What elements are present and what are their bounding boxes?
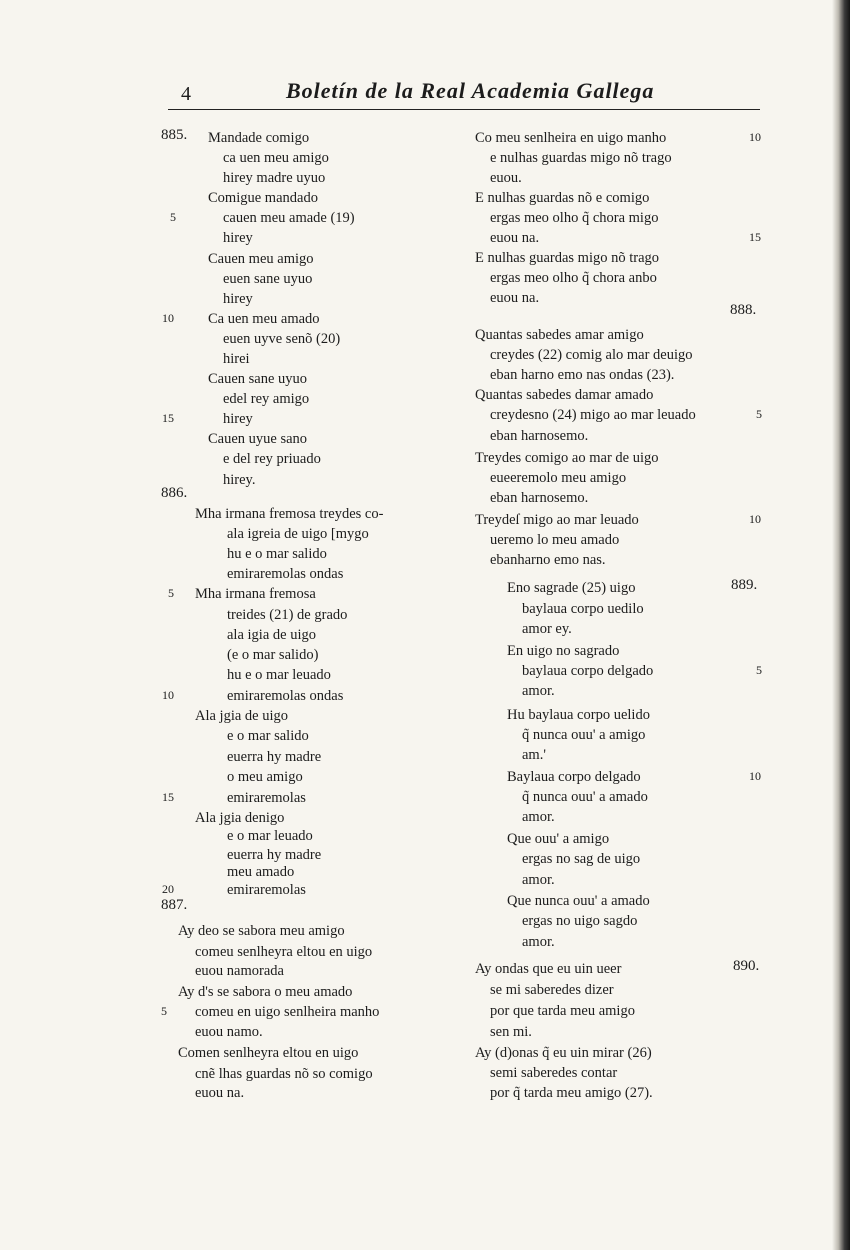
verse-line: hu e o mar salido: [227, 546, 327, 562]
verse-line: amor.: [522, 683, 555, 699]
line-number: 5: [168, 586, 174, 600]
verse-line: Cauen uyue sano: [208, 431, 308, 447]
verse-line: euerra hy madre: [227, 847, 322, 863]
verse-line: ergas meo olho q̃ chora migo: [490, 210, 659, 226]
line-number: 15: [749, 230, 761, 244]
verse-line: emiraremolas: [227, 882, 306, 898]
poem-number: 886.: [161, 485, 188, 501]
page-number: 4: [181, 83, 191, 105]
verse-line: euou namorada: [195, 963, 284, 979]
verse-line: hirey: [223, 411, 253, 427]
verse-line: baylaua corpo delgado: [522, 663, 654, 679]
verse-line: Que ouu' a amigo: [507, 831, 610, 847]
verse-line: euou na.: [490, 230, 540, 246]
verse-line: euou namo.: [195, 1024, 263, 1040]
verse-line: Baylaua corpo delgado: [507, 769, 641, 785]
verse-line: amor ey.: [522, 621, 572, 637]
verse-line: Comen senlheyra eltou en uigo: [178, 1045, 359, 1061]
verse-line: Mha irmana fremosa treydes co-: [195, 506, 384, 522]
verse-line: por q̃ tarda meu amigo (27).: [490, 1085, 653, 1101]
verse-line: hirey.: [223, 472, 256, 488]
verse-line: ergas no sag de uigo: [522, 851, 641, 867]
verse-line: euou na.: [195, 1085, 245, 1101]
verse-line: se mi saberedes dizer: [490, 982, 614, 998]
line-number: 10: [162, 311, 174, 325]
verse-line: edel rey amigo: [223, 391, 310, 407]
verse-line: Cauen meu amigo: [208, 251, 314, 267]
verse-line: Mandade comigo: [208, 130, 310, 146]
verse-line: cnẽ lhas guardas nõ so comigo: [195, 1066, 373, 1082]
verse-line: hu e o mar leuado: [227, 667, 331, 683]
verse-line: amor.: [522, 872, 555, 888]
verse-line: baylaua corpo uedilo: [522, 601, 644, 617]
verse-line: Ay d's se sabora o meu amado: [178, 984, 353, 1000]
verse-line: q̃ nunca ouu' a amigo: [522, 727, 646, 743]
verse-line: cauen meu amade (19): [223, 210, 355, 226]
header-rule: [168, 109, 760, 110]
line-number: 10: [162, 688, 174, 702]
verse-line: ala igreia de uigo [mygo: [227, 526, 369, 542]
verse-line: (e o mar salido): [227, 647, 319, 663]
verse-line: comeu en uigo senlheira manho: [195, 1004, 380, 1020]
line-number: 20: [162, 882, 174, 896]
verse-line: comeu senlheyra eltou en uigo: [195, 944, 373, 960]
verse-line: Quantas sabedes amar amigo: [475, 327, 644, 343]
verse-line: meu amado: [227, 864, 295, 880]
verse-line: ergas no uigo sagdo: [522, 913, 638, 929]
line-number: 5: [756, 663, 762, 677]
verse-line: Ala jgia denigo: [195, 810, 285, 826]
line-number: 5: [161, 1004, 167, 1018]
verse-line: ca uen meu amigo: [223, 150, 329, 166]
verse-line: eueeremolo meu amigo: [490, 470, 627, 486]
verse-line: Co meu senlheira en uigo manho: [475, 130, 667, 146]
verse-line: Ca uen meu amado: [208, 311, 320, 327]
verse-line: euen sane uyuo: [223, 271, 313, 287]
verse-line: eban harno emo nas ondas (23).: [490, 367, 675, 383]
verse-line: amor.: [522, 809, 555, 825]
verse-line: euerra hy madre: [227, 749, 322, 765]
verse-line: Ay (d)onas q̃ eu uin mirar (26): [475, 1045, 652, 1061]
line-number: 10: [749, 512, 761, 526]
verse-line: e o mar leuado: [227, 828, 313, 844]
line-number: 5: [170, 210, 176, 224]
verse-line: Ala jgia de uigo: [195, 708, 289, 724]
verse-line: creydesno (24) migo ao mar leuado: [490, 407, 696, 423]
verse-line: Mha irmana fremosa: [195, 586, 316, 602]
poem-number: 888.: [730, 302, 757, 318]
verse-line: emiraremolas ondas: [227, 566, 344, 582]
running-title: Boletín de la Real Academia Gallega: [286, 78, 655, 103]
verse-line: ebanharno emo nas.: [490, 552, 606, 568]
verse-line: treides (21) de grado: [227, 607, 348, 623]
verse-line: o meu amigo: [227, 769, 303, 785]
verse-line: ergas meo olho q̃ chora anbo: [490, 270, 657, 286]
verse-line: Quantas sabedes damar amado: [475, 387, 654, 403]
line-number: 10: [749, 769, 761, 783]
poem-number: 885.: [161, 127, 188, 143]
verse-line: euou.: [490, 170, 522, 186]
verse-line: hirei: [223, 351, 250, 367]
verse-line: am.': [522, 747, 546, 763]
verse-line: E nulhas guardas nõ e comigo: [475, 190, 650, 206]
verse-line: emiraremolas ondas: [227, 688, 344, 704]
verse-line: e del rey priuado: [223, 451, 321, 467]
line-number: 10: [749, 130, 761, 144]
verse-line: Cauen sane uyuo: [208, 371, 308, 387]
verse-line: q̃ nunca ouu' a amado: [522, 789, 648, 805]
verse-line: Ay deo se sabora meu amigo: [178, 923, 345, 939]
verse-line: Treydeſ migo ao mar leuado: [475, 512, 639, 528]
verse-line: Que nunca ouu' a amado: [507, 893, 650, 909]
poem-number: 889.: [731, 577, 758, 593]
poem-number: 887.: [161, 897, 188, 913]
verse-line: Ay ondas que eu uin ueer: [475, 961, 622, 977]
verse-line: euen uyve senõ (20): [223, 331, 341, 347]
verse-line: por que tarda meu amigo: [490, 1003, 635, 1019]
verse-line: euou na.: [490, 290, 540, 306]
line-number: 5: [756, 407, 762, 421]
verse-line: amor.: [522, 934, 555, 950]
verse-line: Comigue mandado: [208, 190, 318, 206]
verse-line: Eno sagrade (25) uigo: [507, 580, 636, 596]
poem-number: 890.: [733, 958, 760, 974]
line-number: 15: [162, 790, 174, 804]
verse-line: e o mar salido: [227, 728, 309, 744]
verse-line: e nulhas guardas migo nõ trago: [490, 150, 672, 166]
verse-line: eban harnosemo.: [490, 428, 589, 444]
verse-line: hirey: [223, 291, 253, 307]
page-edge-shadow: [832, 0, 850, 1250]
verse-line: En uigo no sagrado: [507, 643, 620, 659]
verse-line: E nulhas guardas migo nõ trago: [475, 250, 660, 266]
verse-line: Treydes comigo ao mar de uigo: [475, 450, 659, 466]
verse-line: emiraremolas: [227, 790, 306, 806]
verse-line: ala igia de uigo: [227, 627, 316, 643]
verse-line: ueremo lo meu amado: [490, 532, 620, 548]
verse-line: creydes (22) comig alo mar deuigo: [490, 347, 693, 363]
verse-line: Hu baylaua corpo uelido: [507, 707, 650, 723]
verse-line: eban harnosemo.: [490, 490, 589, 506]
verse-line: hirey madre uyuo: [223, 170, 326, 186]
verse-line: sen mi.: [490, 1024, 532, 1040]
verse-line: hirey: [223, 230, 253, 246]
line-number: 15: [162, 411, 174, 425]
verse-line: semi saberedes contar: [490, 1065, 618, 1081]
